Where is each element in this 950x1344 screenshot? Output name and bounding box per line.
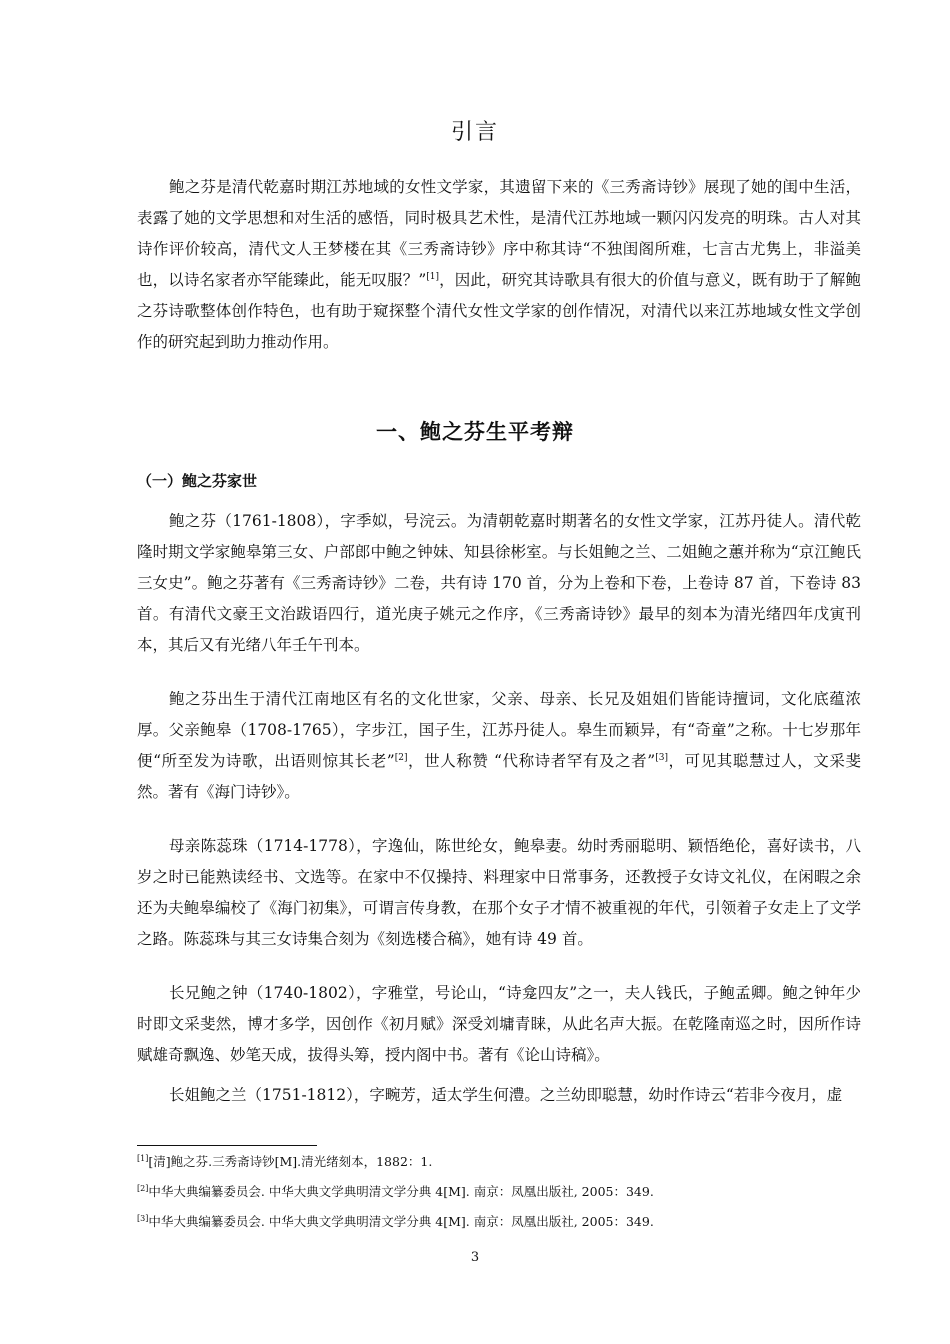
page-number: 3 — [470, 1250, 480, 1265]
intro-paragraph-text-b: ，因此，研究其诗歌具有很大的价值与意义，既有助于了解鲍之芬诗歌整体创作特色，也有助于窥探整个清代女性文学家的创作情况，对清代以来江苏地域女性文学创作的研究起到助力推动作用。 — [137, 271, 861, 351]
body-paragraph-2-text-c: ，可见其聪慧过人，文采斐然。著有《海门诗钞》。 — [137, 752, 861, 801]
body-paragraph-3: 母亲陈蕊珠（1714-1778），字逸仙，陈世纶女，鲍皋妻。幼时秀丽聪明、颖悟绝伦，喜好读书，八岁之时已能熟读经书、文选等。在家中不仅操持、料理家中日常事务，还教授子女诗文礼仪，在闲暇之余还为夫鲍皋编校了《海门初集》，可谓言传身教，在那个女子才情不被重视的年代，引领着子女走上了文学之路。陈蕊珠与其三女诗集合刻为《刻选楼合稿》，她有诗 49 首。 — [137, 837, 861, 948]
footnote-text-2: 中华大典编纂委员会. 中华大典文学典明清文学分典 4[M]. 南京：凤凰出版社, 2005：349. — [148, 1184, 654, 1199]
footnote-3 — [137, 1214, 654, 1230]
footnote-mark-2: [2] — [137, 1183, 149, 1193]
footnote-ref-1: [1] — [426, 271, 439, 282]
body-paragraph-2 — [137, 684, 861, 808]
chapter-heading: 一、鲍之芬生平考辩 — [376, 420, 574, 444]
intro-paragraph — [137, 172, 861, 358]
footnote-text-3: 中华大典编纂委员会. 中华大典文学典明清文学分典 4[M]. 南京：凤凰出版社, 2005：349. — [148, 1214, 654, 1229]
footnote-ref-3: [3] — [655, 752, 668, 763]
section-heading: （一）鲍之芬家世 — [137, 472, 258, 490]
body-paragraph-1: 鲍之芬（1761-1808），字季姒，号浣云。为清朝乾嘉时期著名的女性文学家，江苏丹徒人。清代乾隆时期文学家鲍皋第三女、户部郎中鲍之钟妹、知县徐彬室。与长姐鲍之兰、二姐鲍之蕙并称为“京江鲍氏三女史”。鲍之芬著有《三秀斋诗钞》二卷，共有诗 170 首，分为上卷和下卷，上卷诗 87 首，下卷诗 83 首。有清代文豪王文治跋语四行，道光庚子姚元之作序，《三秀斋诗钞》最早的刻本为清光绪四年戊寅刊本，其后又有光绪八年壬午刊本。 — [137, 512, 861, 654]
body-paragraph-2-text-a: 鲍之芬出生于清代江南地区有名的文化世家，父亲、母亲、长兄及姐姐们皆能诗擅词，文化底蕴浓厚。父亲鲍皋（1708-1765），字步江，国子生，江苏丹徒人。皋生而颖异，有“奇童”之称。十七岁那年便“所至发为诗歌，出语则惊其长老” — [137, 690, 861, 770]
body-paragraph-2-text-b: ，世人称赞 “代称诗者罕有及之者” — [407, 752, 656, 770]
body-paragraph-4: 长兄鲍之钟（1740-1802），字雅堂，号论山，“诗龛四友”之一，夫人钱氏，子鲍孟卿。鲍之钟年少时即文采斐然，博才多学，因创作《初月赋》深受刘墉青睐，从此名声大振。在乾隆南巡之时，因所作诗赋雄奇飘逸、妙笔天成，拔得头筹，授内阁中书。著有《论山诗稿》。 — [137, 984, 861, 1064]
footnote-text-1: [清]鲍之芬.三秀斋诗钞[M].清光绪刻本，1882：1. — [148, 1154, 433, 1169]
footnote-ref-2: [2] — [394, 752, 408, 763]
intro-heading: 引言 — [450, 120, 499, 145]
footnote-2 — [137, 1184, 654, 1200]
intro-paragraph-text-a: 鲍之芬是清代乾嘉时期江苏地域的女性文学家，其遗留下来的《三秀斋诗钞》展现了她的闺中生活，表露了她的文学思想和对生活的感悟，同时极具艺术性，是清代江苏地域一颗闪闪发亮的明珠。古人对其诗作评价较高，清代文人王梦楼在其《三秀斋诗钞》序中称其诗“不独闺阁所难，七言古尤隽上，非溢美也，以诗名家者亦罕能臻此，能无叹服？” — [137, 178, 861, 289]
footnote-mark-3: [3] — [137, 1213, 149, 1223]
footnote-separator — [137, 1145, 317, 1146]
footnote-1 — [137, 1154, 432, 1170]
body-paragraph-5: 长姐鲍之兰（1751-1812），字畹芳，适太学生何澧。之兰幼即聪慧，幼时作诗云“若非今夜月，虚 — [169, 1086, 843, 1104]
footnote-mark-1: [1] — [137, 1153, 149, 1163]
